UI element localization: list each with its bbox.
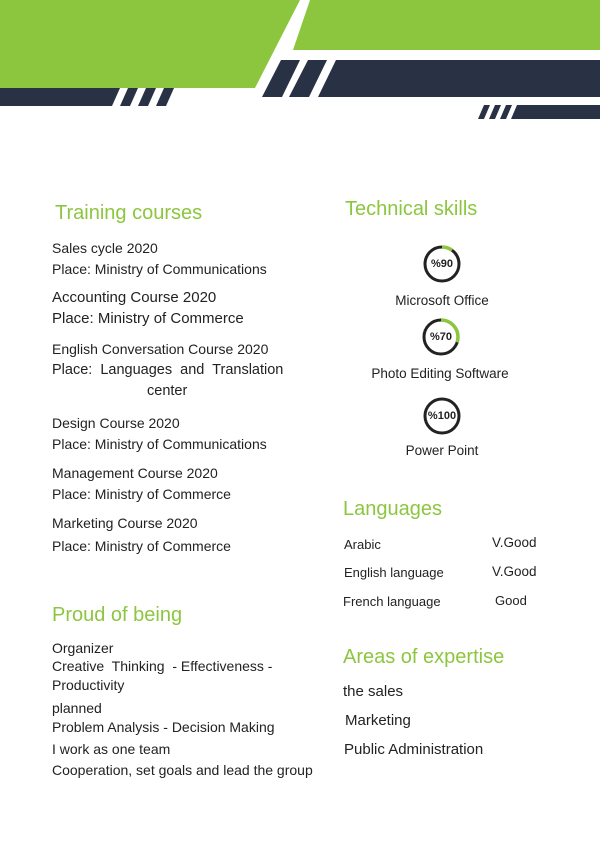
navy-small-bar [511, 105, 600, 119]
proud-line-6: I work as one team [52, 741, 171, 757]
proud-line-4: planned [52, 700, 102, 716]
navy-stripe-3 [156, 88, 174, 106]
expertise-item-marketing: Marketing [345, 712, 411, 729]
language-name-arabic: Arabic [344, 537, 381, 552]
navy-small-stripe-2 [489, 105, 501, 119]
training-item-5-title: Management Course 2020 [52, 465, 218, 481]
training-item-5-place: Place: Ministry of Commerce [52, 486, 231, 502]
expertise-item-public-admin: Public Administration [344, 741, 484, 758]
skill-name-microsoft-office: Microsoft Office [395, 293, 489, 308]
training-item-2-title: Accounting Course 2020 [52, 289, 217, 306]
language-level-french: Good [495, 593, 527, 608]
training-heading: Training courses [55, 202, 203, 224]
training-item-1-place: Place: Ministry of Communications [52, 261, 267, 277]
proud-line-7: Cooperation, set goals and lead the group [52, 762, 313, 778]
training-item-2-place: Place: Ministry of Commerce [52, 310, 244, 327]
skill-percent-label: %100 [427, 410, 457, 422]
proud-line-1: Organizer [52, 640, 114, 656]
navy-small-stripe-3 [500, 105, 512, 119]
navy-bar-left [0, 88, 120, 106]
skill-name-photo-editing: Photo Editing Software [371, 366, 509, 381]
navy-stripe-2 [138, 88, 156, 106]
green-banner-right [293, 0, 600, 50]
language-name-french: French language [343, 594, 441, 609]
navy-bar-right [318, 60, 600, 97]
proud-line-3: Productivity [52, 677, 125, 693]
training-item-3-place-cont: center [147, 383, 188, 399]
navy-stripe-1 [120, 88, 138, 106]
language-level-english: V.Good [492, 564, 537, 579]
language-level-arabic: V.Good [492, 535, 537, 550]
skill-percent-label: %70 [429, 331, 453, 343]
navy-small-stripe-1 [478, 105, 490, 119]
training-item-3-place: Place: Languages and Translation [52, 362, 284, 378]
training-item-1-title: Sales cycle 2020 [52, 240, 158, 256]
expertise-item-sales: the sales [343, 683, 404, 700]
skill-ring-microsoft-office [422, 244, 462, 284]
skill-ring-power-point [422, 396, 462, 436]
training-item-3-title: English Conversation Course 2020 [52, 341, 269, 357]
languages-heading: Languages [343, 498, 442, 520]
proud-line-5: Problem Analysis - Decision Making [52, 719, 275, 735]
training-item-4-title: Design Course 2020 [52, 415, 180, 431]
language-name-english: English language [344, 565, 444, 580]
green-banner-left [0, 0, 300, 88]
training-item-4-place: Place: Ministry of Communications [52, 436, 267, 452]
skill-ring-photo-editing [421, 317, 461, 357]
skill-percent-label: %90 [430, 258, 454, 270]
training-item-6-title: Marketing Course 2020 [52, 515, 198, 531]
proud-line-2: Creative Thinking - Effectiveness - [52, 658, 273, 674]
expertise-heading: Areas of expertise [343, 646, 505, 668]
technical-heading: Technical skills [345, 198, 478, 220]
training-item-6-place: Place: Ministry of Commerce [52, 538, 231, 554]
skill-name-power-point: Power Point [405, 443, 479, 458]
proud-heading: Proud of being [52, 604, 183, 626]
header-decoration [0, 0, 600, 130]
